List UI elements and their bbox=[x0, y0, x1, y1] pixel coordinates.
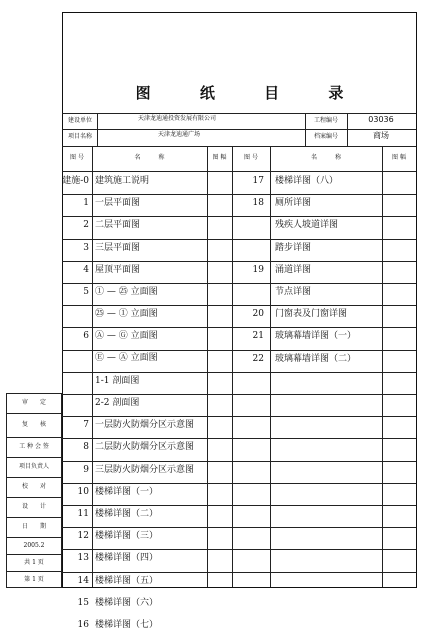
header-size: 图 幅 bbox=[212, 154, 227, 161]
left-row-no: 1 bbox=[83, 198, 89, 209]
column-divider bbox=[97, 113, 98, 146]
stamp-divider bbox=[6, 571, 62, 572]
left-row-no: 11 bbox=[77, 509, 89, 519]
stamp-divider bbox=[6, 554, 62, 555]
right-row-name: 楼梯详图（八） bbox=[275, 176, 339, 186]
left-row-no: 15 bbox=[77, 597, 89, 608]
right-row-name: 门窗表及门窗详图 bbox=[275, 309, 348, 320]
row-divider bbox=[62, 171, 416, 172]
row-divider bbox=[62, 549, 416, 550]
row-divider bbox=[62, 239, 416, 240]
company-label: 建设单位 bbox=[67, 117, 92, 124]
left-row-no: 12 bbox=[77, 531, 89, 542]
column-divider bbox=[270, 146, 271, 587]
left-row-no: 4 bbox=[83, 264, 89, 275]
right-row-name: 节点详图 bbox=[275, 287, 312, 297]
right-row-name: 踏步详图 bbox=[275, 242, 312, 253]
right-row-name: 玻璃幕墙详图（二） bbox=[275, 353, 357, 364]
left-row-name: 屋顶平面图 bbox=[95, 264, 141, 275]
project-no: 03036 bbox=[368, 115, 394, 124]
row-divider bbox=[62, 194, 416, 195]
left-row-name: 楼梯详图（三） bbox=[95, 531, 159, 542]
stamp-divider bbox=[6, 457, 62, 458]
stamp-label: 设 计 bbox=[21, 503, 46, 510]
stamp-divider bbox=[6, 437, 62, 438]
stamp-divider bbox=[6, 537, 62, 538]
row-divider bbox=[62, 505, 416, 506]
left-row-no: 7 bbox=[83, 420, 89, 431]
left-row-name: 建筑施工说明 bbox=[95, 176, 150, 186]
left-row-no: 5 bbox=[83, 287, 89, 297]
column-divider bbox=[207, 146, 208, 587]
right-row-no: 18 bbox=[252, 198, 264, 209]
left-row-name: ① — ㉕ 立面图 bbox=[95, 287, 158, 297]
row-divider bbox=[62, 416, 416, 417]
left-row-name: 三层平面图 bbox=[95, 242, 141, 253]
stamp-label: 日 期 bbox=[21, 523, 46, 530]
archive-label: 档案编号 bbox=[313, 133, 338, 140]
left-row-name: 1-1 剖面图 bbox=[95, 375, 140, 386]
stamp-divider bbox=[6, 517, 62, 518]
left-row-name: 一层平面图 bbox=[95, 198, 141, 209]
left-row-no: 建施-0 bbox=[62, 176, 89, 186]
project-label: 项目名称 bbox=[67, 133, 92, 140]
project-name: 天津龙迪通广场 bbox=[158, 131, 201, 138]
stamp-label: 审 定 bbox=[21, 399, 46, 406]
row-divider bbox=[62, 216, 416, 217]
left-row-no: 3 bbox=[83, 242, 89, 253]
row-divider bbox=[62, 483, 416, 484]
left-row-no: 9 bbox=[83, 464, 89, 475]
row-divider bbox=[62, 527, 416, 528]
left-row-name: 楼梯详图（四） bbox=[95, 553, 159, 564]
row-divider bbox=[62, 572, 416, 573]
stamp-divider bbox=[6, 497, 62, 498]
right-row-name: 涌道详图 bbox=[275, 264, 312, 275]
column-divider bbox=[232, 146, 233, 587]
project-no-label: 工程编号 bbox=[313, 117, 338, 124]
left-row-no: 14 bbox=[77, 575, 89, 586]
left-row-name: 楼梯详图（六） bbox=[95, 597, 159, 608]
right-row-no: 19 bbox=[252, 264, 264, 275]
archive-no: 商场 bbox=[373, 131, 389, 140]
row-divider bbox=[62, 327, 416, 328]
right-row-name: 玻璃幕墙详图（一） bbox=[275, 331, 357, 342]
left-row-name: 三层防火防烟分区示意图 bbox=[95, 464, 195, 475]
stamp-label: 第 1 页 bbox=[24, 575, 44, 583]
column-divider bbox=[382, 146, 383, 587]
row-divider bbox=[62, 305, 416, 306]
page-title: 图 纸 目 录 bbox=[135, 84, 366, 102]
header-no: 图 号 bbox=[70, 154, 84, 161]
column-divider bbox=[92, 146, 93, 587]
left-row-no: 8 bbox=[83, 442, 89, 453]
left-row-name: 二层防火防烟分区示意图 bbox=[95, 442, 195, 453]
left-row-no: 10 bbox=[77, 486, 89, 497]
right-row-no: 21 bbox=[252, 331, 264, 342]
header-name-2: 名 称 bbox=[310, 154, 341, 161]
right-row-name: 厕所详图 bbox=[275, 198, 312, 209]
left-row-no: 6 bbox=[83, 331, 89, 342]
left-row-name: 楼梯详图（七） bbox=[95, 620, 159, 630]
right-row-name: 残疾人坡道详图 bbox=[275, 220, 339, 231]
row-divider bbox=[62, 113, 416, 114]
row-divider bbox=[62, 146, 416, 147]
left-row-name: Ⓐ — Ⓖ 立面图 bbox=[95, 331, 158, 342]
left-row-no: 16 bbox=[77, 620, 89, 630]
left-row-name: ㉕ — ① 立面图 bbox=[95, 309, 158, 319]
stamp-label: 2005.2 bbox=[23, 541, 45, 549]
right-row-no: 17 bbox=[252, 176, 264, 186]
header-name: 名 称 bbox=[134, 154, 165, 161]
left-row-name: 一层防火防烟分区示意图 bbox=[95, 420, 195, 431]
row-divider bbox=[62, 283, 416, 284]
left-row-name: Ⓔ — Ⓐ 立面图 bbox=[95, 353, 158, 364]
row-divider bbox=[62, 461, 416, 462]
left-row-no: 13 bbox=[77, 553, 89, 564]
stamp-label: 校 对 bbox=[21, 483, 46, 490]
row-divider bbox=[62, 350, 416, 351]
row-divider bbox=[62, 129, 416, 130]
row-divider bbox=[62, 438, 416, 439]
left-row-name: 楼梯详图（一） bbox=[95, 486, 159, 497]
row-divider bbox=[62, 372, 416, 373]
left-row-no: 2 bbox=[83, 220, 89, 231]
stamp-label: 复 核 bbox=[21, 421, 46, 428]
stamp-divider bbox=[6, 413, 62, 414]
left-row-name: 2-2 剖面图 bbox=[95, 398, 140, 408]
right-row-no: 22 bbox=[252, 353, 264, 364]
left-row-name: 二层平面图 bbox=[95, 220, 141, 231]
right-row-no: 20 bbox=[252, 309, 264, 320]
row-divider bbox=[62, 394, 416, 395]
stamp-divider bbox=[6, 477, 62, 478]
header-no-2: 图 号 bbox=[244, 154, 258, 161]
stamp-label: 共 1 页 bbox=[24, 558, 44, 566]
left-row-name: 楼梯详图（二） bbox=[95, 509, 159, 519]
header-size-2: 图 幅 bbox=[392, 154, 406, 161]
left-row-name: 楼梯详图（五） bbox=[95, 575, 159, 586]
stamp-label: 项目负责人 bbox=[18, 463, 49, 470]
company-name: 天津龙迪通投资发展有限公司 bbox=[138, 115, 217, 122]
stamp-label: 工 种 会 签 bbox=[19, 443, 49, 450]
row-divider bbox=[62, 261, 416, 262]
